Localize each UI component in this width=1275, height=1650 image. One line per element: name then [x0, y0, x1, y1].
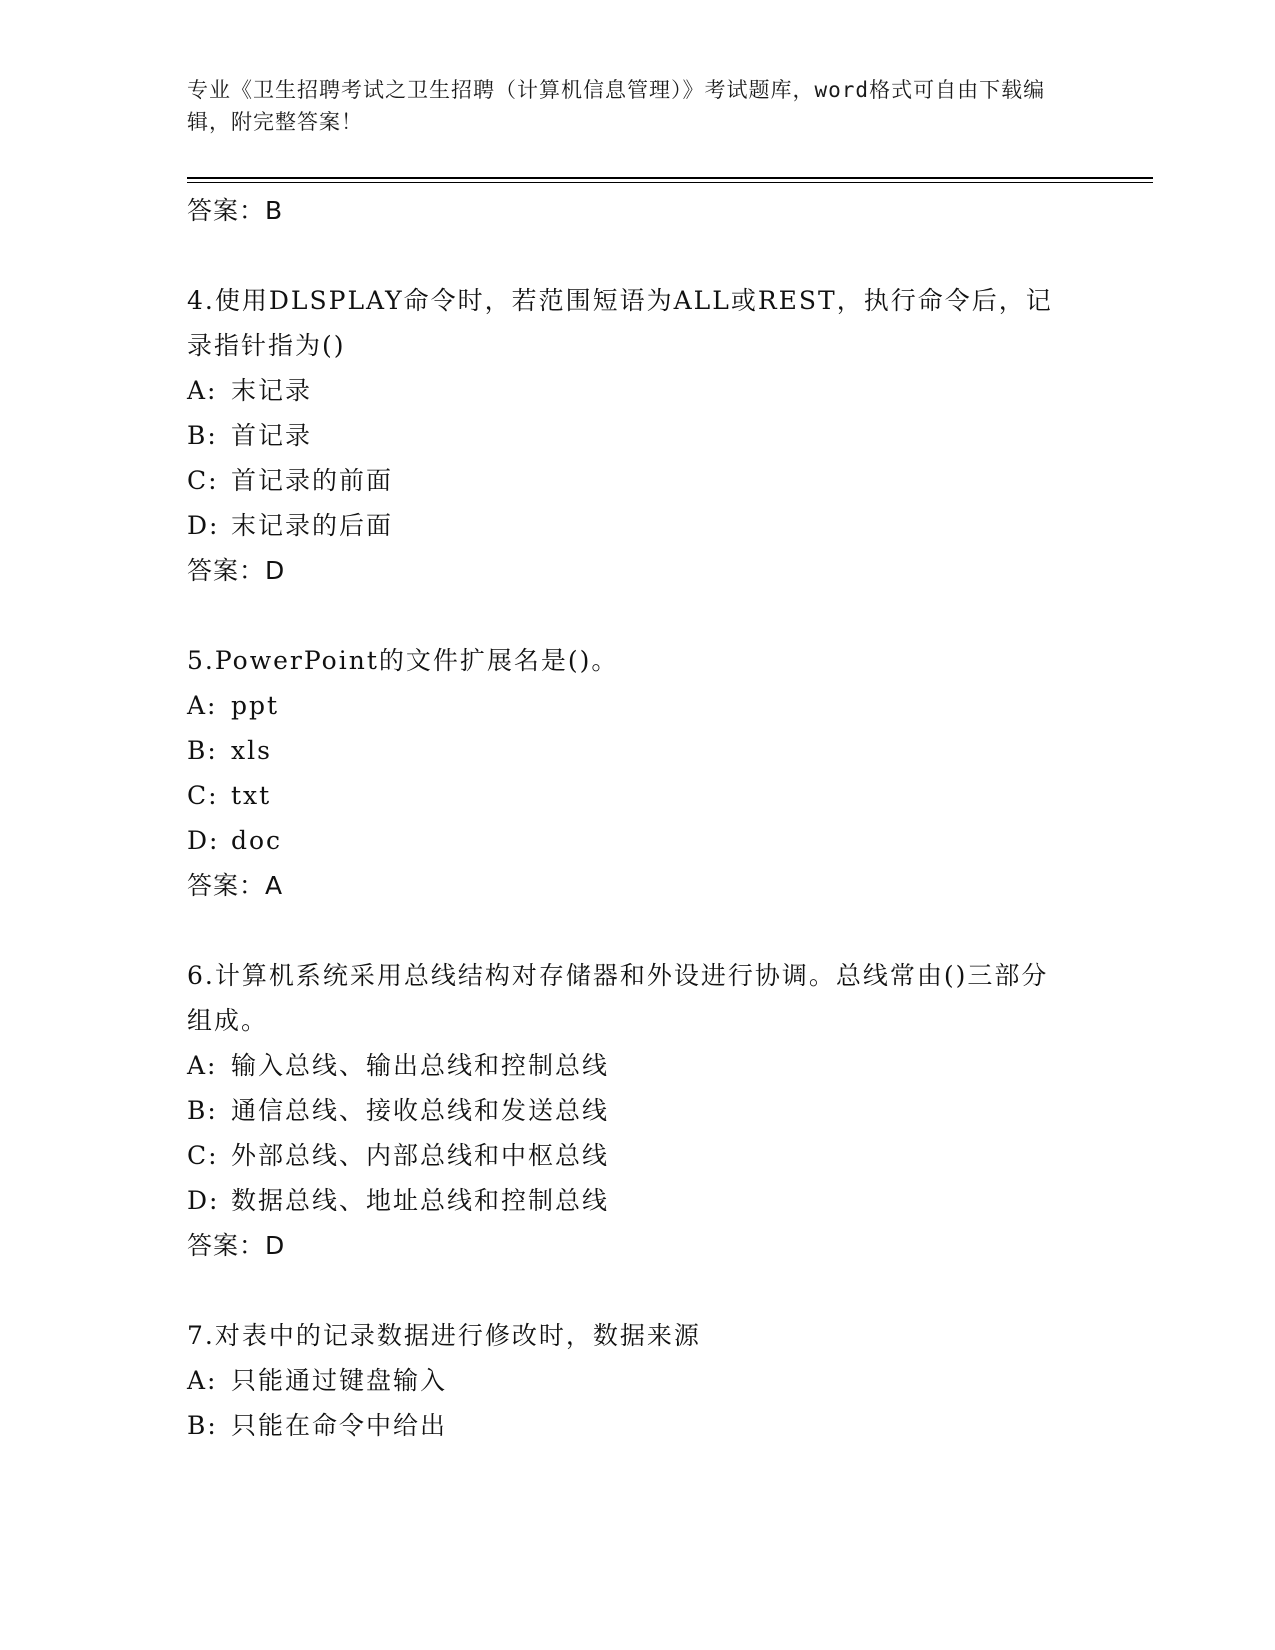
option-text: xls — [231, 736, 272, 765]
option-b — [187, 413, 1087, 458]
previous-answer: 答案：B — [187, 196, 284, 225]
option-key: B: — [187, 421, 218, 450]
option-text: doc — [231, 826, 283, 855]
question-answer: 答案：D — [187, 556, 286, 585]
option-key: C: — [187, 781, 219, 810]
header-rule-thick — [187, 177, 1153, 179]
option-text: 外部总线、内部总线和中枢总线 — [231, 1141, 610, 1170]
option-key: B: — [187, 1411, 218, 1440]
option-key: B: — [187, 1096, 218, 1125]
option-key: A: — [187, 1051, 218, 1080]
option-key: A: — [187, 1366, 218, 1395]
option-b — [187, 728, 1087, 773]
header-rule-thin — [187, 182, 1153, 183]
question-answer: 答案：D — [187, 1231, 286, 1260]
option-d — [187, 818, 1087, 863]
option-text: 只能在命令中给出 — [231, 1411, 448, 1440]
question-answer: 答案：A — [187, 871, 284, 900]
document-header: 专业《卫生招聘考试之卫生招聘（计算机信息管理）》考试题库，word格式可自由下载编辑，附完整答案！ — [187, 78, 1046, 134]
question-stem: 6.计算机系统采用总线结构对存储器和外设进行协调。总线常由()三部分组成。 — [187, 961, 1049, 1035]
option-key: C: — [187, 1141, 219, 1170]
option-text: 通信总线、接收总线和发送总线 — [231, 1096, 610, 1125]
question-stem: 4.使用DLSPLAY命令时，若范围短语为ALL或REST，执行命令后，记录指针指为() — [187, 286, 1053, 360]
option-text: 末记录的后面 — [231, 511, 394, 540]
option-text: 数据总线、地址总线和控制总线 — [231, 1186, 610, 1215]
question-4 — [187, 278, 1087, 594]
option-key: D: — [187, 1186, 220, 1215]
option-c — [187, 773, 1087, 818]
option-text: 输入总线、输出总线和控制总线 — [231, 1051, 610, 1080]
option-c — [187, 458, 1087, 503]
option-a — [187, 683, 1087, 728]
option-b — [187, 1088, 1087, 1133]
option-text: ppt — [231, 691, 280, 720]
option-b — [187, 1403, 1087, 1448]
option-text: 末记录 — [231, 376, 313, 405]
question-stem: 5.PowerPoint的文件扩展名是()。 — [187, 646, 619, 675]
option-key: A: — [187, 691, 218, 720]
option-key: B: — [187, 736, 218, 765]
option-a — [187, 1358, 1087, 1403]
option-text: 首记录的前面 — [231, 466, 394, 495]
question-6 — [187, 953, 1087, 1269]
option-c — [187, 1133, 1087, 1178]
option-key: D: — [187, 511, 220, 540]
option-a — [187, 368, 1087, 413]
question-5 — [187, 638, 1087, 909]
question-list — [187, 188, 1087, 1448]
option-text: 只能通过键盘输入 — [231, 1366, 448, 1395]
option-a — [187, 1043, 1087, 1088]
option-key: D: — [187, 826, 220, 855]
option-text: txt — [231, 781, 272, 810]
question-stem: 7.对表中的记录数据进行修改时，数据来源 — [187, 1321, 701, 1350]
option-text: 首记录 — [231, 421, 313, 450]
option-d — [187, 1178, 1087, 1223]
question-7 — [187, 1313, 1087, 1448]
option-key: C: — [187, 466, 219, 495]
option-d — [187, 503, 1087, 548]
option-key: A: — [187, 376, 218, 405]
